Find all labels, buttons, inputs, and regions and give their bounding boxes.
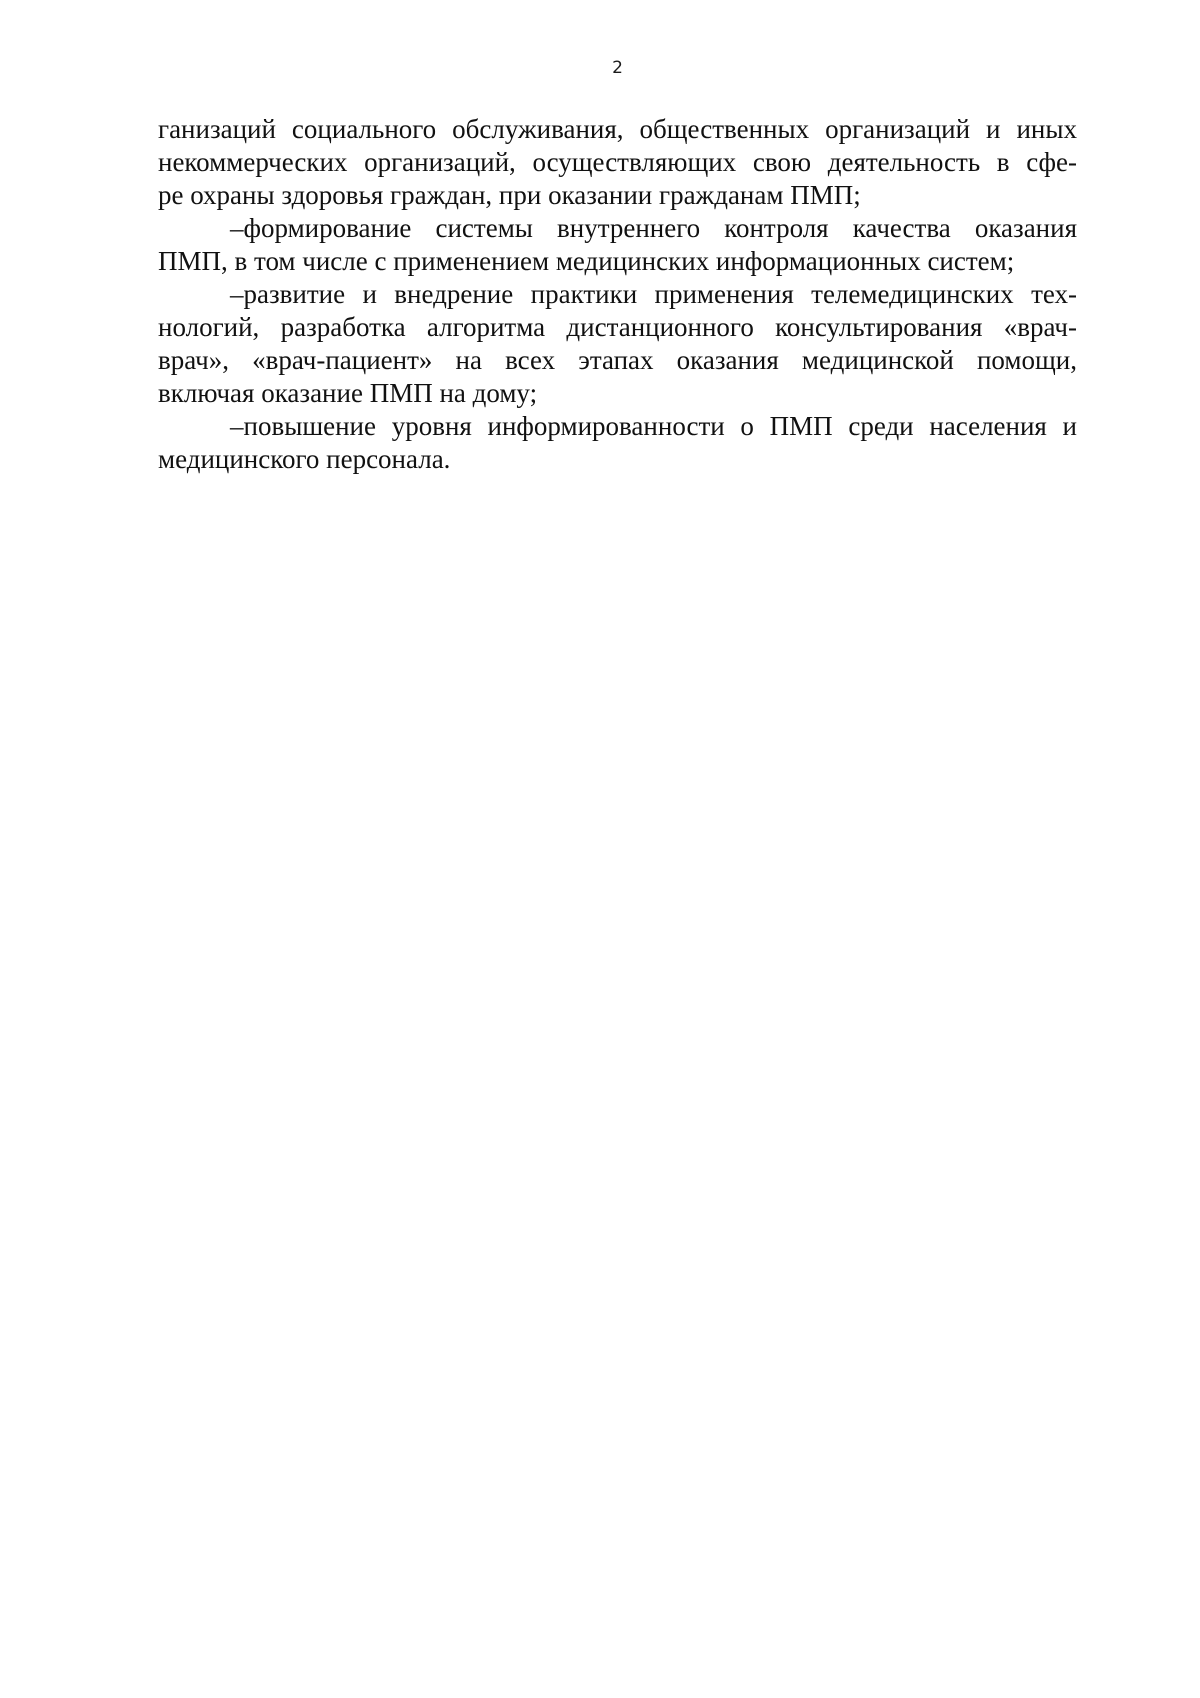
list-item-awareness: [158, 410, 1077, 476]
text-line: включая оказание ПМП на дому;: [158, 378, 538, 408]
document-body: [158, 113, 1077, 476]
text-line: врач», «врач-пациент» на всех этапах оказания медицинской помощи,: [158, 345, 1077, 375]
text-line: –развитие и внедрение практики применения телемедицинских тех-: [230, 279, 1077, 309]
text-line: ре охраны здоровья граждан, при оказании гражданам ПМП;: [158, 180, 861, 210]
text-line: некоммерческих организаций, осуществляющих свою деятельность в сфе-: [158, 147, 1077, 177]
list-item-telemedicine: [158, 278, 1077, 410]
text-line: нологий, разработка алгоритма дистанционного консультирования «врач-: [158, 312, 1077, 342]
text-line: –формирование системы внутреннего контроля качества оказания: [230, 213, 1077, 243]
text-line: медицинского персонала.: [158, 444, 451, 474]
text-line: ганизаций социального обслуживания, общественных организаций и иных: [158, 114, 1077, 144]
text-line: –повышение уровня информированности о ПМП среди населения и: [230, 411, 1077, 441]
page-number: 2: [612, 58, 623, 78]
paragraph-continuation: [158, 113, 1077, 212]
list-item-quality-control: [158, 212, 1077, 278]
text-line: ПМП, в том числе с применением медицинских информационных систем;: [158, 246, 1015, 276]
